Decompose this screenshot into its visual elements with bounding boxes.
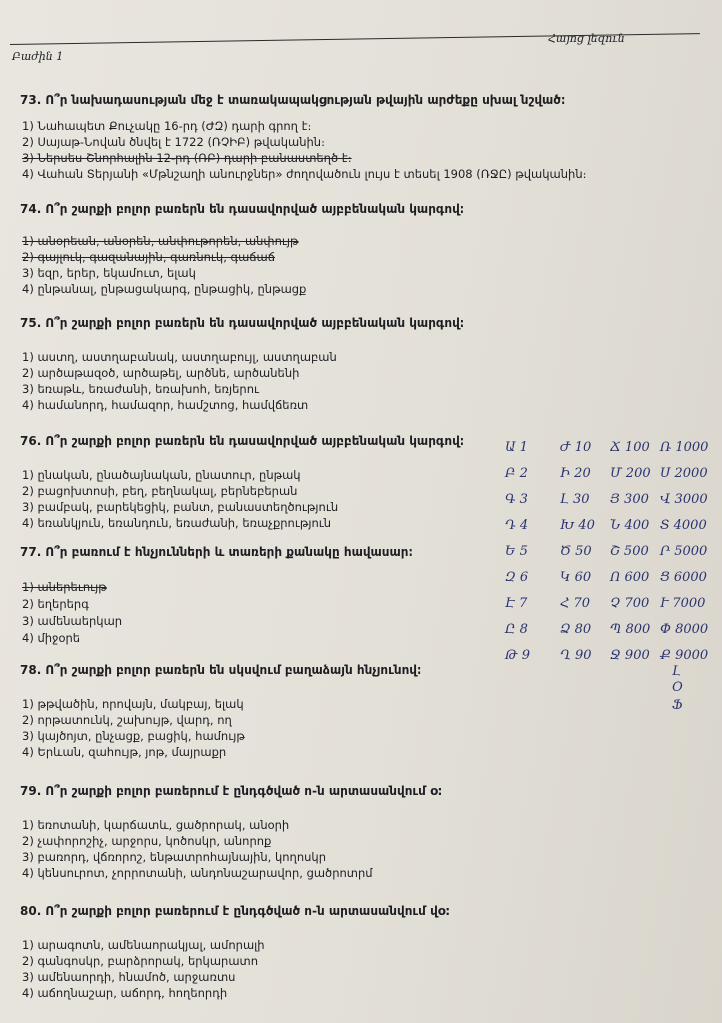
- question-79-title: 79. Ո՞ր շարքի բոլոր բառերում է ընդգծված ո-ն արտասանվում օ:: [20, 784, 443, 798]
- question-74-title: 74. Ո՞ր շարքի բոլոր բառերն են դասավորված այբբենական կարգով։: [20, 202, 465, 216]
- question-76-option-4: 4) եռանկյուն, եռանդուն, եռաժանի, եռաչքրություն: [22, 516, 332, 530]
- handwritten-note: Ե 5: [505, 544, 528, 559]
- question-76-title: 76. Ո՞ր շարքի բոլոր բառերն են դասավորված այբբենական կարգով։: [20, 434, 465, 448]
- question-79-option-1: 1) եռոտանի, կարճատև, ցածրորակ, անօրի: [22, 818, 290, 832]
- question-78-title: 78. Ո՞ր շարքի բոլոր բառերն են սկսվում բաղաձայն հնչյունով։: [20, 663, 422, 677]
- handwritten-note: Յ 300: [610, 492, 649, 507]
- handwritten-note: Զ 6: [505, 570, 529, 585]
- question-77-option-3: 3) ամենաերկար: [22, 614, 123, 628]
- handwritten-note: Ր 5000: [660, 544, 708, 559]
- handwritten-note: Ռ 1000: [660, 440, 709, 455]
- handwritten-note: Ը 8: [505, 622, 528, 637]
- question-77-option-1: 1) աներեւույթ: [22, 580, 107, 594]
- handwritten-note: Կ 60: [560, 570, 592, 585]
- question-79-option-3: 3) բառորդ, վճռորոշ, ենթատրոհայնային, կողոսկր: [22, 850, 326, 864]
- handwritten-note: Ւ 7000: [660, 596, 706, 611]
- handwritten-note: Է 7: [505, 596, 528, 611]
- question-76-option-1: 1) ընական, ընածայնական, ընատուր, ընթակ: [22, 468, 301, 482]
- handwritten-note: Գ 3: [505, 492, 528, 507]
- handwritten-note: Ղ 90: [560, 648, 592, 663]
- handwritten-note: Ֆ: [672, 698, 683, 713]
- handwritten-note: Ո 600: [610, 570, 650, 585]
- handwritten-note: Չ 700: [610, 596, 650, 611]
- handwritten-note: Վ 3000: [660, 492, 708, 507]
- question-78-option-3: 3) կայծոյտ, ընչացք, բացիկ, համույթ: [22, 729, 245, 743]
- handwritten-note: Լ: [672, 664, 681, 679]
- question-75-option-4: 4) համանորդ, համազոր, համշտոց, համվճեռտ: [22, 398, 309, 412]
- handwritten-note: Փ 8000: [660, 622, 709, 637]
- handwritten-note: Բ 2: [505, 466, 528, 481]
- handwritten-note: Պ 800: [610, 622, 651, 637]
- question-78-option-2: 2) որթատունկ, շախույթ, վարդ, ող: [22, 713, 232, 727]
- question-79-option-4: 4) կենսուրոտ, չորրոտանի, անդոնաշարավոր, ցածրոտրմ: [22, 866, 373, 880]
- question-74-option-1-selected: 1) անօրեան, անօրեն, անփութորեն, անփույթ: [22, 234, 299, 248]
- question-80-option-4: 4) աճողնաշար, աճորդ, հողեորդի: [22, 986, 228, 1000]
- question-77-option-2: 2) եղերերգ: [22, 597, 89, 611]
- question-75-option-2-selected: 2) արծաթազօծ, արծաթել, արծնե, արծանենի: [22, 366, 300, 380]
- question-73-option-2: 2) Սայաթ-Նովան ծնվել է 1722 (ՌՉԻԲ) թվականին։: [22, 135, 325, 149]
- question-75-title: 75. Ո՞ր շարքի բոլոր բառերն են դասավորված այբբենական կարգով։: [20, 316, 465, 330]
- handwritten-note: Ճ 100: [610, 440, 650, 455]
- handwritten-note: Ժ 10: [560, 440, 592, 455]
- question-80-title: 80. Ո՞ր շարքի բոլոր բառերում է ընդգծված ո-ն արտասանվում վօ:: [20, 904, 451, 918]
- question-76-option-2-selected: 2) բացոխտոսի, բեղ, բեղնակալ, բերնեբերան: [22, 484, 298, 498]
- question-73-option-4: 4) Վահան Տերյանի «Մթնշաղի անուրջներ» ժողովածուն լույս է տեսել 1908 (ՌՋԸ) թվականին։: [22, 167, 587, 181]
- question-79-option-2-selected: 2) չափորոշիչ, արջորս, կոծոսկր, անորոք: [22, 834, 272, 848]
- question-78-option-4: 4) Երևան, զահույթ, յոթ, մայրաքր: [22, 745, 227, 759]
- question-74-option-4-selected: 4) ընթանալ, ընթացակարգ, ընթացիկ, ընթացք: [22, 282, 307, 296]
- question-73-title: 73. Ո՞ր նախադասության մեջ է տառակապակցության թվային արժեքը սխալ նշված։: [20, 93, 566, 107]
- handwritten-note: Օ: [672, 680, 683, 695]
- handwritten-note: Տ 4000: [660, 518, 707, 533]
- handwritten-note: Հ 70: [560, 596, 591, 611]
- question-74-option-2: 2) գայլուկ, գազանային, գառնուկ, գաճաճ: [22, 250, 275, 264]
- question-78-option-1-selected: 1) թթվածին, որովայն, մակբայ, ելակ: [22, 697, 244, 711]
- subject-label: Հայոց լեզուն: [548, 32, 625, 45]
- handwritten-note: Ք 9000: [660, 648, 709, 663]
- handwritten-note: Դ 4: [505, 518, 529, 533]
- question-77-option-4-selected: 4) միջօրե: [22, 631, 81, 645]
- question-76-option-3: 3) բամբակ, բարեկեցիկ, բանտ, բանաստեղծություն: [22, 500, 339, 514]
- handwritten-note: Շ 500: [610, 544, 649, 559]
- handwritten-note: Ա 1: [505, 440, 528, 455]
- handwritten-note: Թ 9: [505, 648, 530, 663]
- handwritten-note: Մ 200: [610, 466, 651, 481]
- question-80-option-2: 2) գանգոսկր, բարձրորակ, երկարատո: [22, 954, 259, 968]
- handwritten-note: Ծ 50: [560, 544, 592, 559]
- handwritten-note: Լ 30: [560, 492, 590, 507]
- section-label: Բաժին 1: [12, 50, 64, 63]
- handwritten-note: Ձ 80: [560, 622, 592, 637]
- question-73-option-1: 1) Նահապետ Քուչակը 16-րդ (ԺԶ) դարի գրող է։: [22, 119, 312, 133]
- handwritten-note: Ն 400: [610, 518, 650, 533]
- handwritten-note: Ջ 900: [610, 648, 650, 663]
- question-74-option-3: 3) եզր, երեր, եկամուտ, ելակ: [22, 266, 196, 280]
- handwritten-note: Ս 2000: [660, 466, 708, 481]
- handwritten-note: Ց 6000: [660, 570, 707, 585]
- question-80-option-1: 1) արագոտն, ամենաորակյալ, ամորալի: [22, 938, 265, 952]
- question-75-option-1: 1) աստղ, աստղաբանակ, աստղաբույլ, աստղաբան: [22, 350, 337, 364]
- question-77-title: 77. Ո՞ր բառում է հնչյունների և տառերի քանակը հավասար։: [20, 545, 413, 559]
- handwritten-note: Ի 20: [560, 466, 591, 481]
- question-73-option-3-selected: 3) Ներսես Շնորհալին 12-րդ (ՌԲ) դարի բանաստեղծ է։: [22, 151, 352, 165]
- question-80-option-3-selected: 3) ամենաորդի, հնամոծ, արջառտս: [22, 970, 236, 984]
- question-75-option-3: 3) եռաթև, եռաժանի, եռախոհ, եռյերու: [22, 382, 259, 396]
- handwritten-note: Խ 40: [560, 518, 595, 533]
